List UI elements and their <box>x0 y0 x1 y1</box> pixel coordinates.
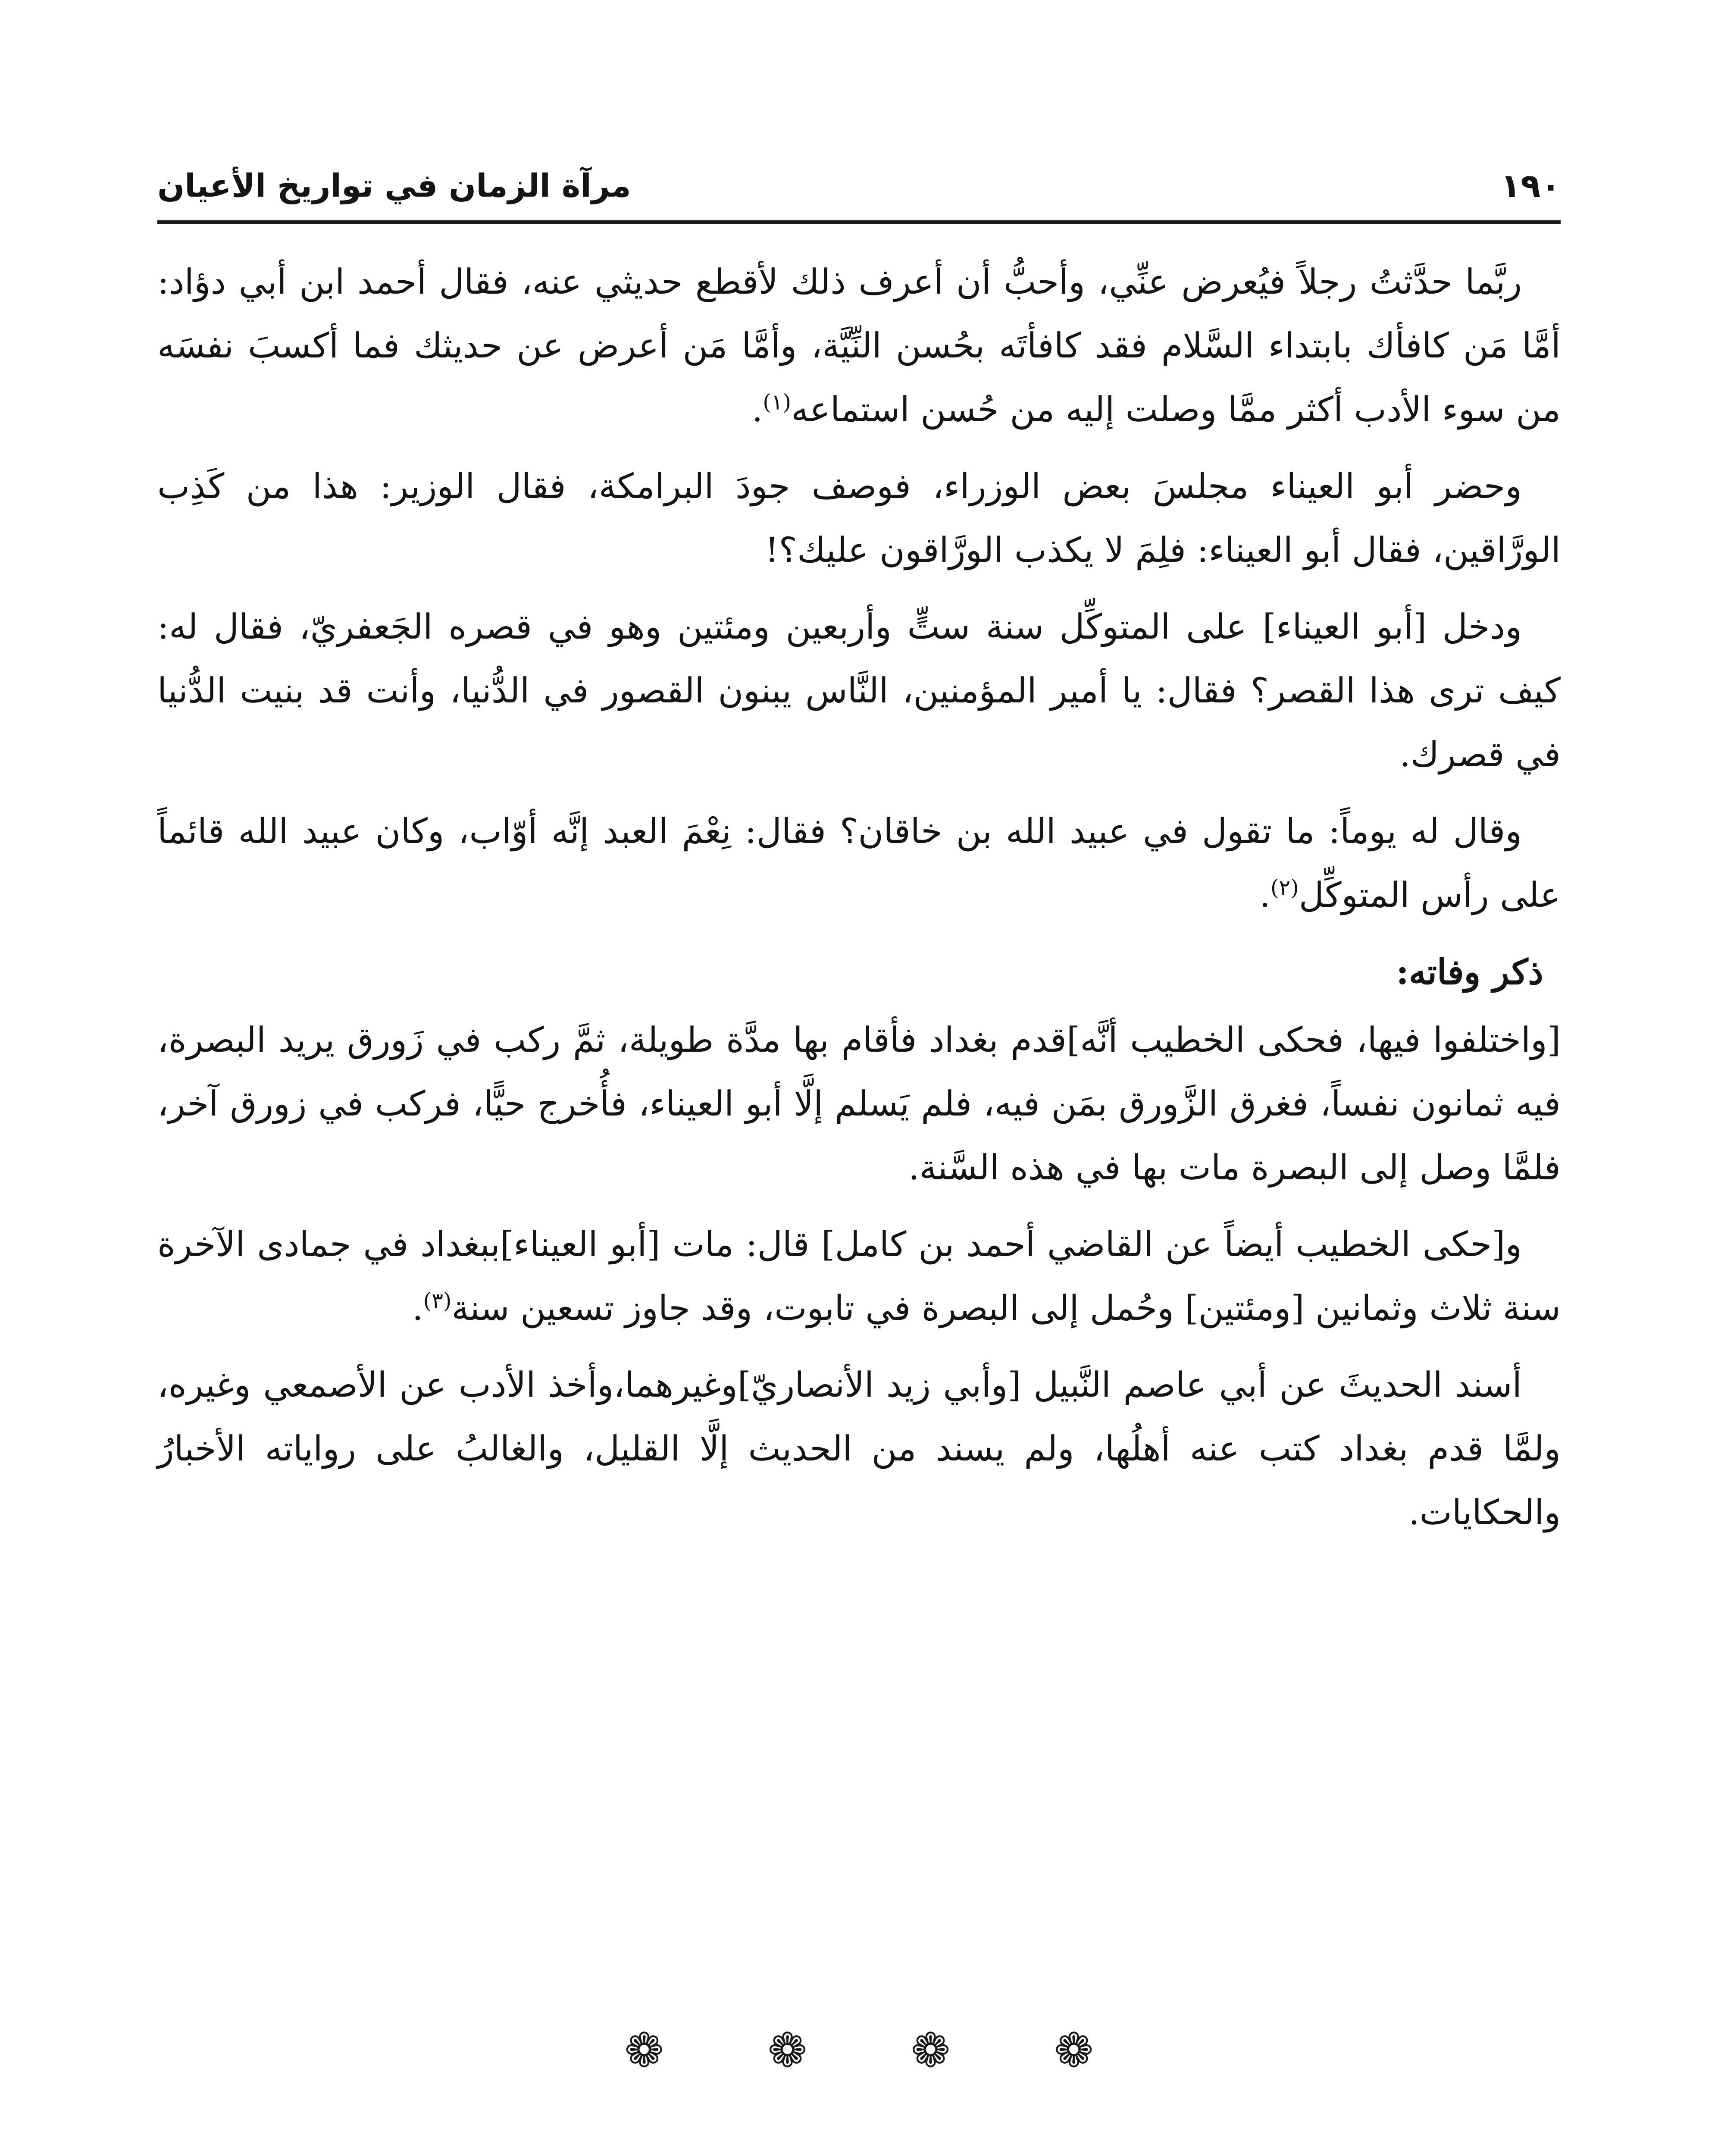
paragraph-end: . <box>751 389 763 429</box>
paragraph-text: وقال له يوماً: ما تقول في عبيد الله بن خاقان؟ فقال: نِعْمَ العبد إنَّه أوّاب، وكان عبيد الله قائماً على رأس المتوكِّل <box>157 811 1561 915</box>
paragraph <box>157 595 1561 787</box>
paragraph-end: . <box>1259 875 1271 915</box>
running-title: مرآة الزمان في تواريخ الأعيان <box>157 167 631 204</box>
body-text <box>157 250 1561 1557</box>
paragraph <box>157 799 1561 927</box>
page-number: ١٩٠ <box>1500 166 1561 205</box>
paragraph <box>157 1353 1561 1545</box>
footnote-ref: (١) <box>763 389 792 415</box>
section-heading: ذكر وفاته: <box>1396 952 1543 992</box>
footnote-ref: (٣) <box>423 1288 452 1313</box>
paragraph-text: ربَّما حدَّثتُ رجلاً فيُعرض عنِّي، وأحبُّ أن أعرف ذلك لأقطع حديثي عنه، فقال أحمد ابن أبي دؤاد: أمَّا مَن كافأك بابتداء السَّلام فقد كافأتَه بحُسن النِّيَّة، وأمَّا مَن أعرض عن حديثك فما أكسبَ نفسَه من سوء الأدب أكثر ممَّا وصلت إليه من حُسن استماعه <box>157 262 1561 429</box>
paragraph-end: . <box>412 1288 423 1328</box>
paragraph-text: و[حكى الخطيب أيضاً عن القاضي أحمد بن كامل] قال: مات [أبو العيناء]ببغداد في جمادى الآخرة سنة ثلاث وثمانين [ومئتين] وحُمل إلى البصرة في تابوت، وقد جاوز تسعين سنة <box>157 1224 1561 1328</box>
flower-ornament-icon: ❁ <box>911 2023 951 2078</box>
footnote-ref: (٢) <box>1270 875 1299 900</box>
paragraph-text: ودخل [أبو العيناء] على المتوكِّل سنة ستٍّ وأربعين ومئتين وهو في قصره الجَعفريّ، فقال له: كيف ترى هذا القصر؟ فقال: يا أمير المؤمنين، النَّاس يبنون القصور في الدُّنيا، وأنت قد بنيت الدُّنيا في قصرك. <box>157 607 1561 774</box>
paragraph-text: أسند الحديثَ عن أبي عاصم النَّبيل [وأبي زيد الأنصاريّ]وغيرهما،وأخذ الأدب عن الأصمعي وغيره، ولمَّا قدم بغداد كتب عنه أهلُها، ولم يسند من الحديث إلَّا القليل، والغالبُ على رواياته الأخبارُ والحكايات. <box>157 1365 1561 1532</box>
paragraph-text: وحضر أبو العيناء مجلسَ بعض الوزراء، فوصف جودَ البرامكة، فقال الوزير: هذا من كَذِب الورَّاقين، فقال أبو العيناء: فلِمَ لا يكذب الورَّاقون عليك؟! <box>157 466 1561 570</box>
section-end-ornaments <box>0 2023 1718 2078</box>
paragraph <box>157 250 1561 442</box>
flower-ornament-icon: ❁ <box>624 2023 664 2078</box>
flower-ornament-icon: ❁ <box>1054 2023 1094 2078</box>
paragraph <box>157 1213 1561 1340</box>
paragraph-text: [واختلفوا فيها، فحكى الخطيب أنَّه]قدم بغداد فأقام بها مدَّة طويلة، ثمَّ ركب في زَورق يريد البصرة، فيه ثمانون نفساً، فغرق الزَّورق بمَن فيه، فلم يَسلم إلَّا أبو العيناء، فأُخرج حيًّا، فركب في زورق آخر، فلمَّا وصل إلى البصرة مات بها في هذه السَّنة. <box>157 1020 1561 1188</box>
paragraph <box>157 1008 1561 1200</box>
flower-ornament-icon: ❁ <box>767 2023 807 2078</box>
paragraph <box>157 454 1561 582</box>
page-header <box>157 151 1561 224</box>
